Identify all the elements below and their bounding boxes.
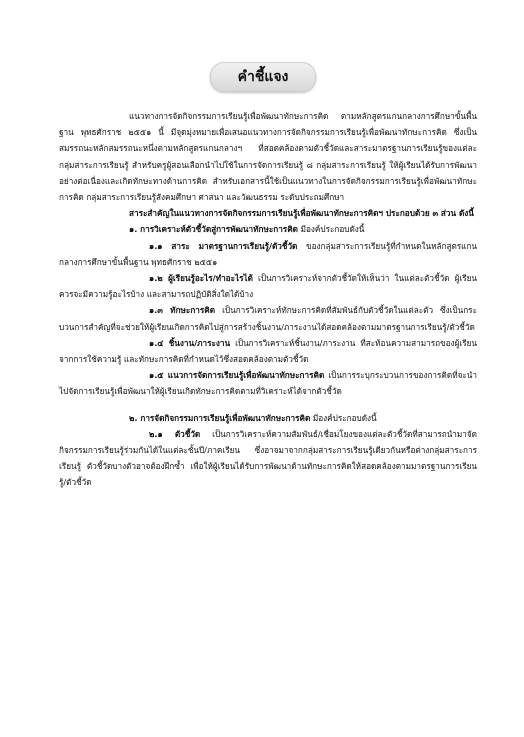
section1-title: ๑. การวิเคราะห์ตัวชี้วัดสู่การพัฒนาทักษะการคิด	[129, 224, 298, 235]
item-text: เป็นการวิเคราะห์ทักษะการคิดที่สัมพันธ์กับตัวชี้วัดในแต่ละตัว ซึ่งเป็นกระบวนการสำคัญที่จะช่วยให้ผู้เรียนเกิดการคิดไปสู่การสร้างชิ้นงาน/ภาระงานได้สอดคล้องตามมาตรฐานการเรียนรู้/ตัวชี้วัด	[59, 305, 477, 332]
section1-item	[59, 367, 477, 399]
intro-paragraph: แนวทางการจัดกิจกรรมการเรียนรู้เพื่อพัฒนาทักษะการคิด ตามหลักสูตรแกนกลางการศึกษาขั้นพื้นฐาน พุทธศักราช ๒๕๕๑ นี้ มีจุดมุ่งหมายเพื่อเสนอแนวทางการจัดกิจกรรมการเรียนรู้เพื่อพัฒนาทักษะการคิด ซึ่งเป็นสมรรถนะหลักสมรรถนะหนึ่งตามหลักสูตรแกนกลางฯ ที่สอดคล้องตามตัวชี้วัดและสาระมาตรฐานการเรียนรู้ของแต่ละกลุ่มสาระการเรียนรู้ สำหรับครูผู้สอนเลือกนำไปใช้ในการจัดการเรียนรู้ ๘ กลุ่มสาระการเรียนรู้ ให้ผู้เรียนได้รับการพัฒนาอย่างต่อเนื่องและเกิดทักษะทางด้านการคิด สำหรับเอกสารนี้ใช้เป็นแนวทางในการจัดกิจกรรมการเรียนรู้เพื่อพัฒนาทักษะการคิด กลุ่มสาระการเรียนรู้สังคมศึกษา ศาสนา และวัฒนธรรม ระดับประถมศึกษา	[59, 111, 477, 203]
title-badge	[210, 62, 316, 92]
document-body	[59, 108, 477, 491]
item-label: ๑.๓ ทักษะการคิด	[149, 305, 216, 316]
section1-item	[59, 270, 477, 302]
item-label: ๒.๑ ตัวชี้วัด	[149, 428, 201, 439]
section1-heading	[59, 221, 477, 237]
section1-item	[59, 335, 477, 367]
item-text: เป็นการวิเคราะห์ความสัมพันธ์/เชื่อมโยงของแต่ละตัวชี้วัดที่สามารถนำมาจัดกิจกรรมการเรียนรู้ร่วมกันได้ในแต่ละชั้นปี/ภาคเรียน ซึ่งอาจมาจากกลุ่มสาระการเรียนรู้เดียวกันหรือต่างกลุ่มสาระการเรียนรู้ ตัวชี้วัดบางตัวอาจต้องฝึกซ้ำ เพื่อให้ผู้เรียนได้รับการพัฒนาด้านทักษะการคิดให้สอดคล้องตามมาตรฐานการเรียนรู้/ตัวชี้วัด	[59, 428, 477, 488]
section2-heading	[59, 410, 477, 426]
item-label: ๑.๕ แนวการจัดการเรียนรู้เพื่อพัฒนาทักษะการคิด	[149, 370, 325, 381]
item-text: ของกลุ่มสาระการเรียนรู้ที่กำหนดในหลักสูตรแกนกลางการศึกษาขั้นพื้นฐาน พุทธศักราช ๒๕๕๑	[59, 240, 477, 267]
section1-item	[59, 238, 477, 270]
item-text: เป็นการวิเคราะห์จากตัวชี้วัดให้เห็นว่า ในแต่ละตัวชี้วัด ผู้เรียนควรจะมีความรู้อะไรบ้าง และสามารถปฏิบัติสิ่งใดได้บ้าง	[59, 273, 477, 300]
item-text: เป็นการวิเคราะห์ชิ้นงาน/ภาระงาน ที่สะท้อนความสามารถของผู้เรียนจากการใช้ความรู้ และทักษะการคิดที่กำหนดไว้ซึ่งสอดคล้องตามตัวชี้วัด	[59, 337, 477, 365]
section2-heading-tail: มีองค์ประกอบดังนี้	[310, 412, 377, 423]
section1-item	[59, 302, 477, 334]
item-label: ๑.๔ ชิ้นงาน/ภาระงาน	[149, 337, 231, 348]
section-gap	[59, 400, 477, 410]
section1-heading-tail: มีองค์ประกอบดังนี้	[298, 224, 365, 235]
section2-title: ๒. การจัดกิจกรรมการเรียนรู้เพื่อพัฒนาทักษะการคิด	[129, 412, 311, 423]
item-text: เป็นการระบุกระบวนการของการคิดที่จะนำไปจัดการเรียนรู้เพื่อพัฒนาให้ผู้เรียนเกิดทักษะการคิดตามที่วิเคราะห์ได้จากตัวชี้วัด	[59, 370, 477, 397]
essence-heading: สาระสำคัญในแนวทางการจัดกิจกรรมการเรียนรู้เพื่อพัฒนาทักษะการคิดฯ ประกอบด้วย ๓ ส่วน ดังนี้	[129, 208, 474, 219]
section2-item	[59, 426, 477, 491]
item-label: ๑.๒ ผู้เรียนรู้อะไร/ทำอะไรได้	[149, 273, 253, 284]
page-title: คำชี้แจง	[237, 69, 289, 85]
item-label: ๑.๑ สาระ มาตรฐานการเรียนรู้/ตัวชี้วัด	[149, 240, 298, 251]
